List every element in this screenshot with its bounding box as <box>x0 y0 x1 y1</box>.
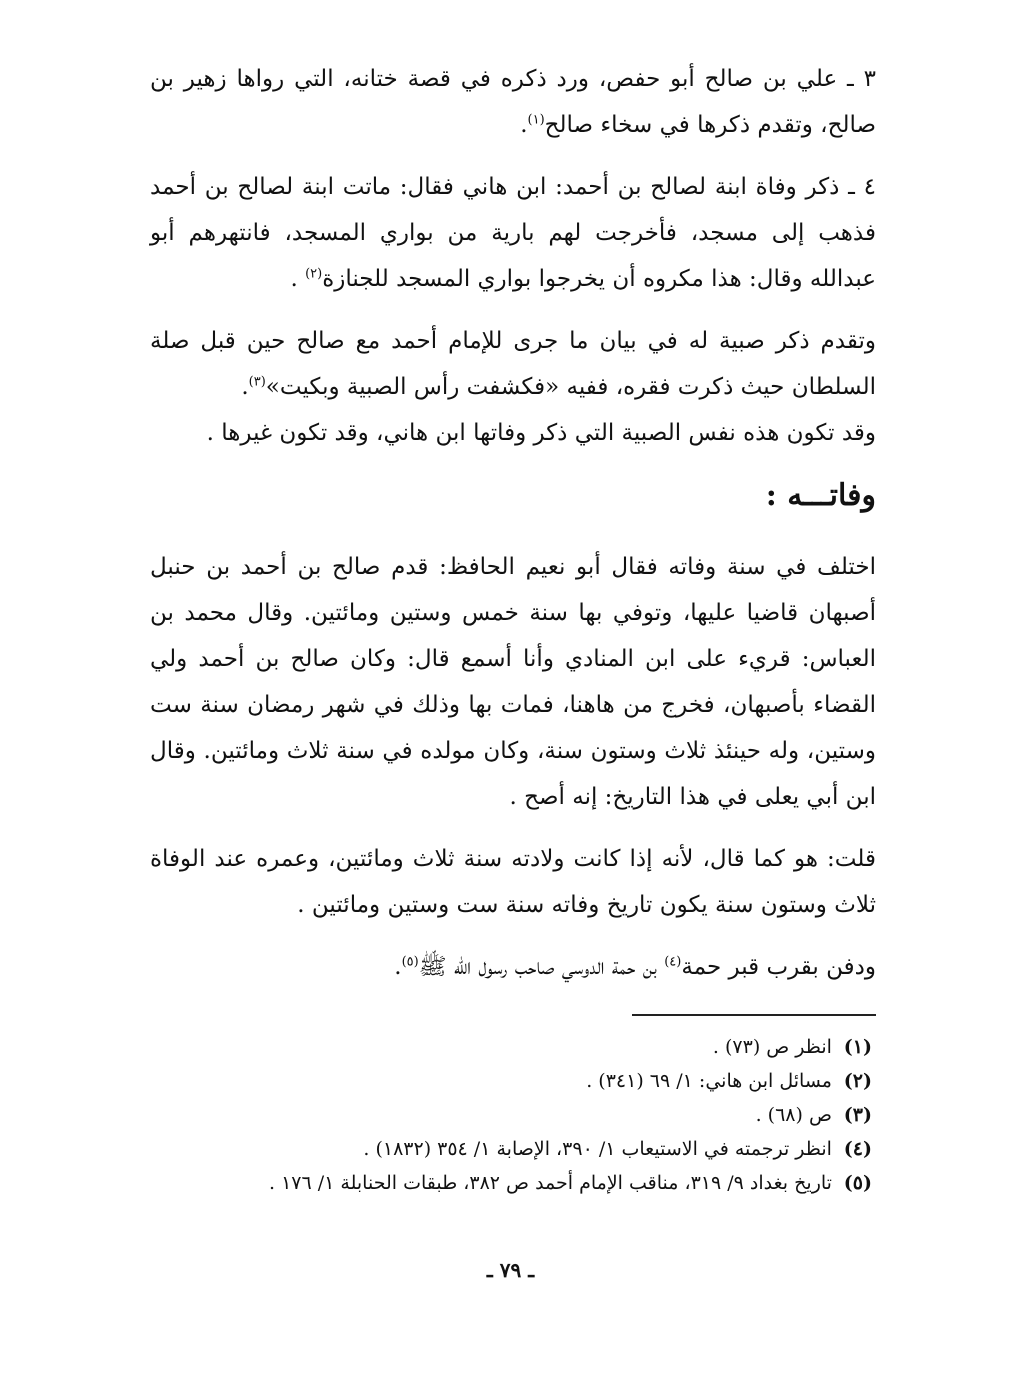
paragraph-death-date <box>150 544 876 820</box>
footnote-ref[interactable]: (٤) <box>664 954 682 970</box>
paragraph-text: ٤ ـ ذكر وفاة ابنة لصالح بن أحمد: ابن هاني فقال: ماتت ابنة لصالح بن أحمد فذهب إلى مسجد، فأخرجت لهم بارية من بواري المسجد، فانتهرهم أبو عبدالله وقال: هذا مكروه أن يخرجوا بواري المسجد للجنازة <box>150 174 876 292</box>
paragraph-author-comment <box>150 836 876 928</box>
footnote-ref[interactable]: (٥) <box>401 954 419 970</box>
footnote-number: (٤) <box>843 1138 872 1160</box>
paragraph-text: قلت: هو كما قال، لأنه إذا كانت ولادته سنة ثلاث ومائتين، وعمره عند الوفاة ثلاث وستون سنة يكون تاريخ وفاته سنة ست وستين ومائتين . <box>150 846 876 918</box>
footnote-item <box>150 1132 872 1166</box>
paragraph-text: وقد تكون هذه نفس الصبية التي ذكر وفاتها ابن هاني، وقد تكون غيرها . <box>206 420 876 446</box>
footnote-item <box>150 1030 872 1064</box>
footnote-text: انظر ص (٧٣) . <box>712 1036 832 1058</box>
paragraph-daughter-note <box>150 410 876 456</box>
footnote-number: (٣) <box>843 1104 872 1126</box>
paragraph-end: . <box>394 954 402 980</box>
footnote-number: (٢) <box>843 1070 872 1092</box>
paragraph-end: . <box>241 374 249 400</box>
footnote-ref[interactable]: (١) <box>527 112 545 128</box>
paragraph-daughter <box>150 318 876 410</box>
paragraph-text: اختلف في سنة وفاته فقال أبو نعيم الحافظ: قدم صالح بن أحمد بن حنبل أصبهان قاضيا عليها، وتوفي بها سنة خمس وستين ومائتين. وقال محمد بن العباس: قريء على ابن المنادي وأنا أسمع قال: وكان صالح بن أحمد ولي القضاء بأصبهان، فخرج من هاهنا، فمات بها وذلك في شهر رمضان سنة ست وستين، وله حينئذ ثلاث وستون سنة، وكان مولده في سنة ثلاث ومائتين. وقال ابن أبي يعلى في هذا التاريخ: إنه أصح . <box>150 554 876 810</box>
footnote-item <box>150 1166 872 1200</box>
footnote-separator <box>632 1014 876 1016</box>
footnote-ref[interactable]: (٢) <box>305 266 323 282</box>
paragraph-item-4 <box>150 164 876 302</box>
paragraph-item-3 <box>150 56 876 148</box>
footnote-text: انظر ترجمته في الاستيعاب ١/ ٣٩٠، الإصابة ١/ ٣٥٤ (١٨٣٢) . <box>363 1138 832 1160</box>
section-heading: وفاتـــه : <box>765 478 876 513</box>
paragraph-end: . <box>290 266 306 292</box>
paragraph-end: . <box>520 112 528 138</box>
footnotes <box>150 1030 872 1200</box>
page-number: ـ ٧٩ ـ <box>486 1258 535 1282</box>
paragraph-text: ودفن بقرب قبر حمة <box>681 954 876 980</box>
footnote-text: تاريخ بغداد ٩/ ٣١٩، مناقب الإمام أحمد ص ٣٨٢، طبقات الحنابلة ١/ ١٧٦ . <box>268 1172 832 1194</box>
footnote-item <box>150 1064 872 1098</box>
footnote-item <box>150 1098 872 1132</box>
main-text <box>150 56 876 1006</box>
footnote-number: (١) <box>843 1036 872 1058</box>
paragraph-text: وتقدم ذكر صبية له في بيان ما جرى للإمام أحمد مع صالح حين قبل صلة السلطان حيث ذكرت فقره، ففيه «فكشفت رأس الصبية وبكيت» <box>150 328 876 400</box>
paragraph-text: ٣ ـ علي بن صالح أبو حفص، ورد ذكره في قصة ختانه، التي رواها زهير بن صالح، وتقدم ذكرها في سخاء صالح <box>150 66 876 138</box>
paragraph-text: بن حمة الدوسي صاحب رسول الله ﷺ <box>418 954 665 980</box>
paragraph-burial <box>150 944 876 990</box>
footnote-number: (٥) <box>843 1172 872 1194</box>
footnote-ref[interactable]: (٣) <box>248 374 266 390</box>
footnote-text: مسائل ابن هاني: ١/ ٦٩ (٣٤١) . <box>586 1070 832 1092</box>
footnote-text: ص (٦٨) . <box>755 1104 832 1126</box>
